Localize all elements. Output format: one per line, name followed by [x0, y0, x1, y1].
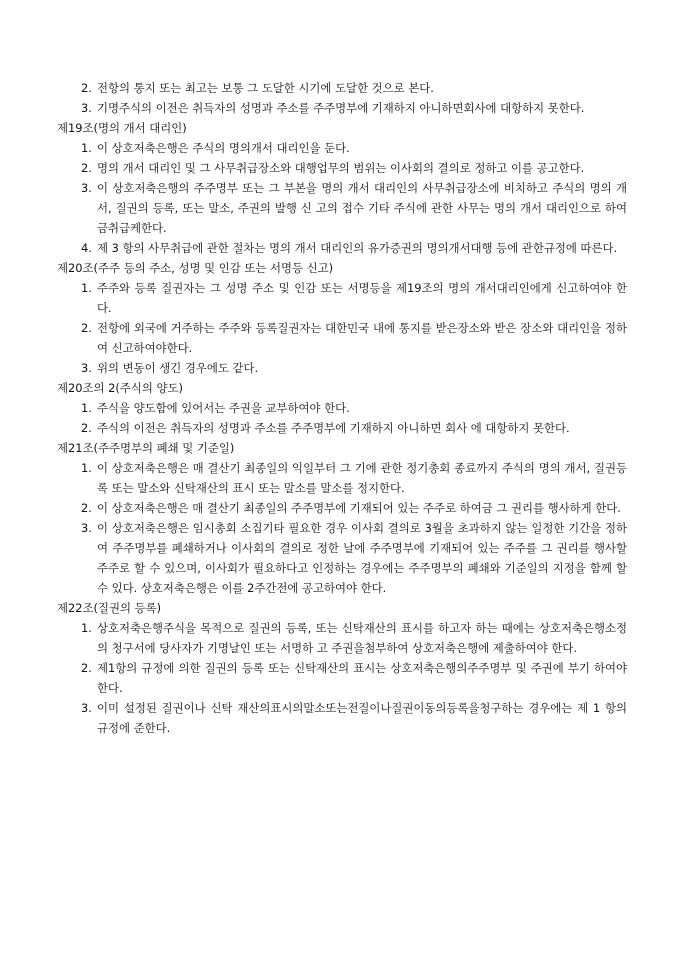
item-text: 이 상호저축은행은 매 결산기 최종일의 주주명부에 기재되어 있는 주주로 하여금 그 권리를 행사하게 한다. [97, 501, 621, 515]
item-text: 이 상호저축은행은 매 결산기 최종일의 익일부터 그 기에 관한 정기총회 종료까지 주식의 명의 개서, 질권등록 또는 말소와 신탁재산의 표시 또는 말소를 말소를 정지한다. [97, 461, 627, 495]
list-item [57, 618, 627, 658]
section-article-20 [57, 258, 627, 378]
list-item [57, 398, 627, 418]
list-item [57, 658, 627, 698]
item-number: 3. [81, 701, 92, 715]
article-heading: 제21조(주주명부의 폐쇄 및 기준일) [57, 441, 235, 455]
list-item [57, 78, 627, 98]
article-heading: 제22조(질권의 등록) [57, 601, 162, 615]
item-number: 2. [81, 161, 92, 175]
article-heading: 제19조(명의 개서 대리인) [57, 121, 187, 135]
item-text: 전항에 외국에 거주하는 주주와 등록질권자는 대한민국 내에 통지를 받은장소와 받은 장소와 대리인을 정하여 신고하여야한다. [97, 321, 627, 355]
list-item [57, 178, 627, 238]
list-item [57, 418, 627, 438]
item-number: 3. [81, 361, 92, 375]
item-number: 2. [81, 501, 92, 515]
item-number: 3. [81, 181, 92, 195]
item-number: 2. [81, 321, 92, 335]
item-number: 1. [81, 621, 92, 635]
item-text: 제1항의 규정에 의한 질권의 등록 또는 신탁재산의 표시는 상호저축은행의주주명부 및 주권에 부기 하여야 한다. [97, 661, 627, 695]
list-item [57, 158, 627, 178]
item-text: 전항의 통지 또는 최고는 보통 그 도달한 시기에 도달한 것으로 본다. [97, 81, 434, 95]
item-text: 상호저축은행주식을 목적으로 질권의 등록, 또는 신탁재산의 표시를 하고자 하는 때에는 상호저축은행소정의 청구서에 당사자가 기명날인 또는 서명하 고 주권을첨부하여 상호저축은행에 제출하여야 한다. [97, 621, 627, 655]
list-item [57, 698, 627, 738]
article-heading: 제20조의 2(주식의 양도) [57, 381, 183, 395]
section-continued [57, 78, 627, 118]
list-item [57, 318, 627, 358]
item-text: 주주와 등록 질권자는 그 성명 주소 및 인감 또는 서명등을 제19조의 명의 개서대리인에게 신고하여야 한다. [97, 281, 627, 315]
list-item [57, 238, 627, 258]
section-article-22 [57, 598, 627, 738]
item-number: 3. [81, 101, 92, 115]
item-text: 이 상호저축은행의 주주명부 또는 그 부본을 명의 개서 대리인의 사무취급장소에 비치하고 주식의 명의 개서, 질권의 등록, 또는 말소, 주권의 발행 신 고의 접수 기타 주식에 관한 사무는 명의 개서 대리인으로 하여금취급케한다. [97, 181, 627, 235]
section-article-19 [57, 118, 627, 258]
list-item [57, 498, 627, 518]
item-text: 주식을 양도함에 있어서는 주권을 교부하여야 한다. [97, 401, 350, 415]
list-item [57, 358, 627, 378]
item-number: 2. [81, 81, 92, 95]
item-number: 1. [81, 281, 92, 295]
item-text: 제 3 항의 사무취급에 관한 절차는 명의 개서 대리인의 유가증권의 명의개서대행 등에 관한규정에 따른다. [97, 241, 618, 255]
list-item [57, 458, 627, 498]
item-number: 3. [81, 521, 92, 535]
item-number: 1. [81, 401, 92, 415]
item-number: 2. [81, 421, 92, 435]
list-item [57, 138, 627, 158]
item-text: 이 상호저축은행은 주식의 명의개서 대리인을 둔다. [97, 141, 350, 155]
item-number: 4. [81, 241, 92, 255]
item-text: 이미 설정된 질권이나 신탁 재산의표시의말소또는전질이나질권이동의등록을청구하는 경우에는 제 1 항의 규정에 준한다. [97, 701, 627, 735]
item-text: 기명주식의 이전은 취득자의 성명과 주소를 주주명부에 기재하지 아니하면회사에 대항하지 못한다. [97, 101, 585, 115]
item-text: 위의 변동이 생긴 경우에도 같다. [97, 361, 259, 375]
item-text: 주식의 이전은 취득자의 성명과 주소를 주주명부에 기재하지 아니하면 회사 에 대항하지 못한다. [97, 421, 570, 435]
item-number: 1. [81, 461, 92, 475]
section-article-21 [57, 438, 627, 598]
item-text: 이 상호저축은행은 임시총회 소집기타 필요한 경우 이사회 결의로 3월을 초과하지 않는 일정한 기간을 정하여 주주명부를 폐쇄하거나 이사회의 결의로 정한 날에 주주명부에 기재되어 있는 주주를 그 권리를 행사할 주주로 할 수 있으며, 이사회가 필요하다고 인정하는 경우에는 주주명부의 폐쇄와 기준일의 지정을 함께 할 수 있다. 상호저축은행은 이를 2주간전에 공고하여야 한다. [97, 521, 627, 595]
list-item [57, 278, 627, 318]
item-text: 명의 개서 대리인 및 그 사무취급장소와 대행업무의 범위는 이사회의 결의로 정하고 이를 공고한다. [97, 161, 585, 175]
articles-of-incorporation-text [57, 78, 627, 738]
item-number: 1. [81, 141, 92, 155]
list-item [57, 98, 627, 118]
section-article-20-2 [57, 378, 627, 438]
list-item [57, 518, 627, 598]
article-heading: 제20조(주주 등의 주소, 성명 및 인감 또는 서명등 신고) [57, 261, 334, 275]
item-number: 2. [81, 661, 92, 675]
